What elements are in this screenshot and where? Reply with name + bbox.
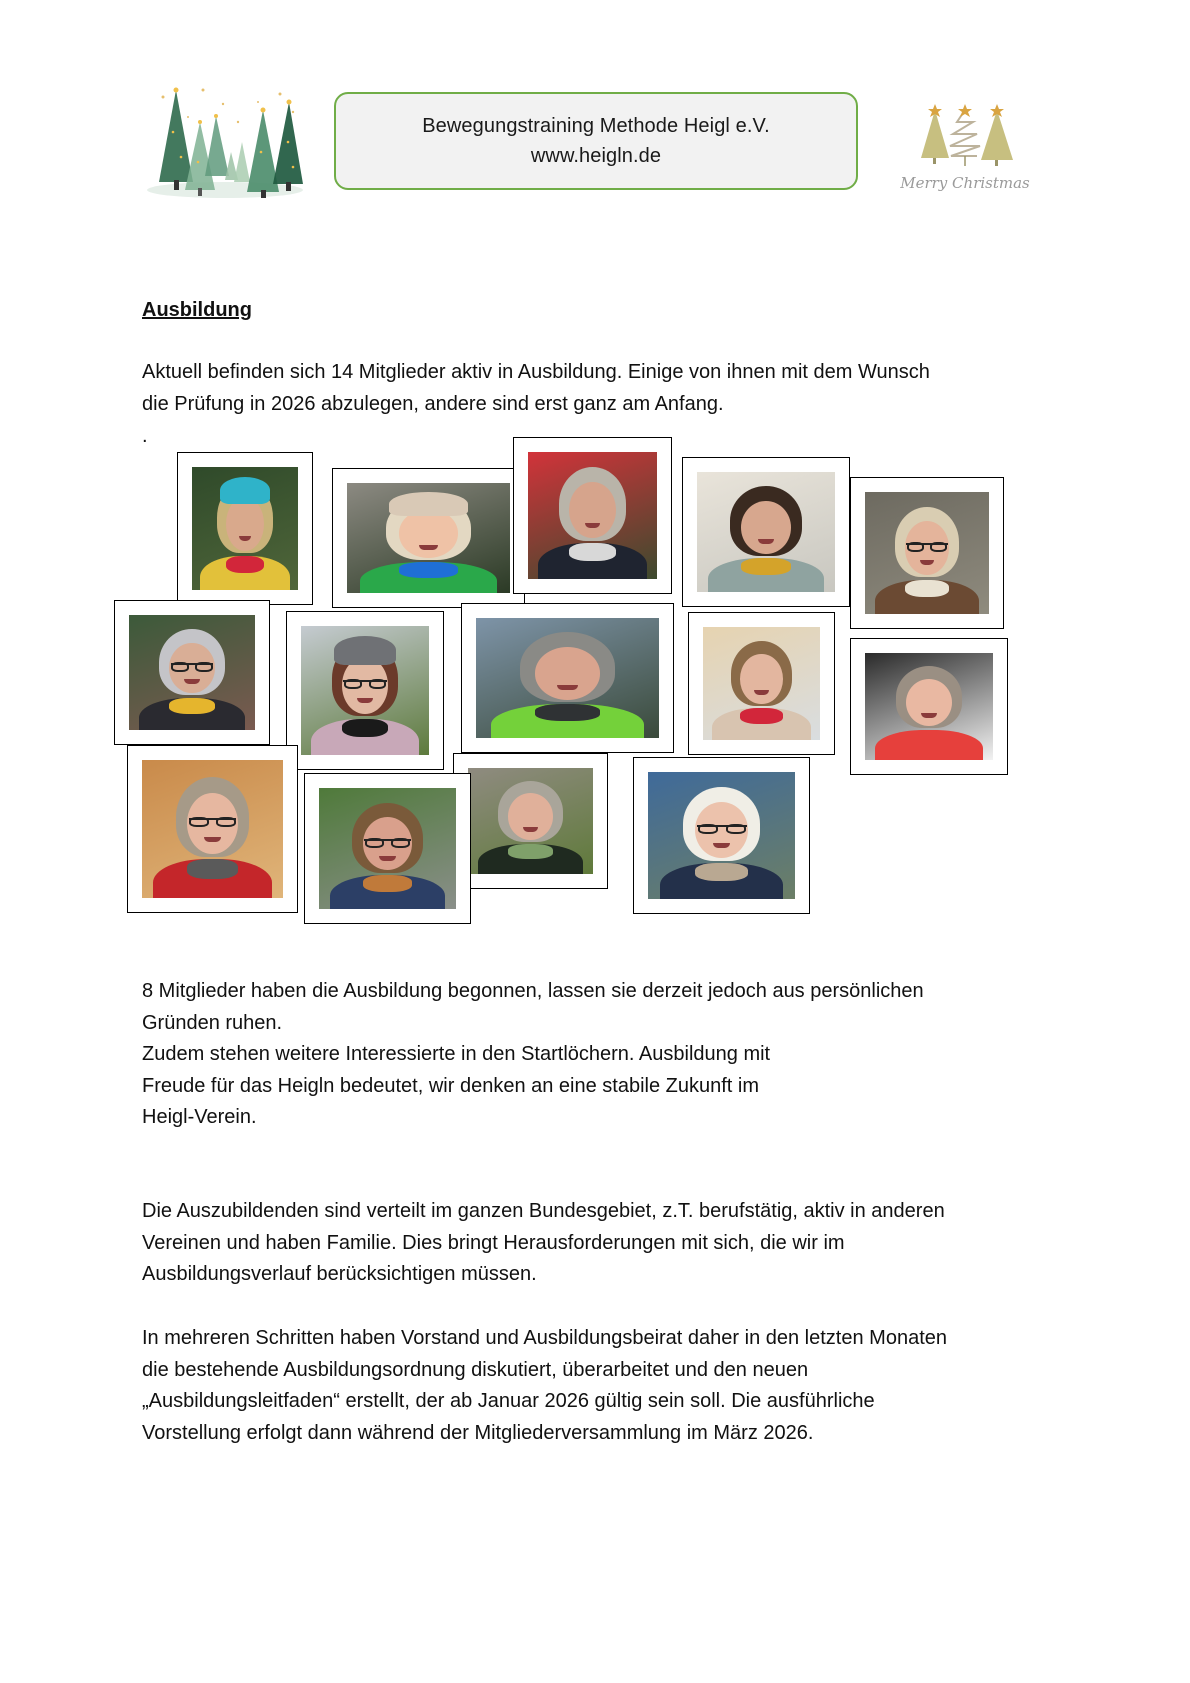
photo-glasses [906,543,948,545]
photo-frame-member-photo-2 [332,468,525,608]
photo-scarf [187,859,238,878]
christmas-trees-logo [143,72,308,202]
member-photo-5 [865,492,989,614]
member-photo-1 [192,467,298,590]
merry-christmas-caption: Merry Christmas [900,174,1030,192]
photo-frame-member-photo-1 [177,452,313,605]
photo-face [226,497,264,551]
photo-face [906,679,952,726]
photo-frame-member-photo-7 [286,611,444,770]
photo-glasses [364,839,411,841]
photo-frame-member-photo-5 [850,477,1004,629]
merry-christmas-logo [895,100,1035,200]
photo-hat [389,492,467,516]
member-photo-8 [476,618,659,738]
photo-hat [220,477,271,504]
photo-frame-member-photo-9 [688,612,835,755]
photo-scarf [226,556,264,573]
member-photo-7 [301,626,429,755]
merry-christmas-trees-icon [895,100,1035,200]
photo-frame-member-photo-8 [461,603,674,753]
photo-glasses [697,825,747,827]
member-photo-12 [319,788,456,909]
photo-glasses [343,680,387,682]
photo-scarf [399,562,458,577]
photo-face [508,793,553,840]
member-photo-9 [703,627,820,740]
photo-scarf [906,730,952,745]
member-photo-13 [468,768,593,874]
photo-frame-member-photo-11 [127,745,298,913]
photo-smile [419,545,439,550]
photo-frame-member-photo-10 [850,638,1008,775]
photo-scarf [535,704,601,721]
photo-frame-member-photo-13 [453,753,608,889]
photo-frame-member-photo-14 [633,757,810,914]
member-photo-2 [347,483,510,593]
photo-scarf [741,558,791,575]
intro-paragraph: Aktuell befinden sich 14 Mitglieder aktiv in Ausbildung. Einige von ihnen mit dem Wunsch die Prüfung in 2026 abzulegen, andere sind erst ganz am Anfang. [142,361,930,415]
photo-hat [334,636,395,664]
watercolor-christmas-trees-icon [143,72,308,202]
member-photo-3 [528,452,657,579]
association-title-box [334,92,858,190]
photo-face [535,647,601,700]
photo-frame-member-photo-3 [513,437,672,594]
photo-scarf [740,708,782,724]
photo-frame-member-photo-6 [114,600,270,745]
training-guideline-paragraph: In mehreren Schritten haben Vorstand und Ausbildungsbeirat daher in den letzten Monaten die bestehende Ausbildungsordnung diskutiert, überarbeitet und den neuen „Ausbildungsleitfaden“ erstellt, der ab Januar 2026 gültig sein soll. Die ausführliche Vorstellung erfolgt dann während der Mitgliederversammlung im März 2026. [142,1327,947,1444]
photo-frame-member-photo-4 [682,457,850,607]
photo-glasses [189,818,237,820]
association-name: Bewegungstraining Methode Heigl e.V. [422,115,770,137]
member-photo-14 [648,772,795,899]
photo-face [569,482,615,538]
photo-scarf [695,863,748,881]
paused-members-paragraph: 8 Mitglieder haben die Ausbildung begonnen, lassen sie derzeit jedoch aus persönlichen Gründen ruhen. Zudem stehen weitere Interessierte in den Startlöchern. Ausbildung mit Freude für das Heigln bedeutet, wir denken an eine stabile Zukunft im Heigl-Verein. [142,980,924,1128]
photo-smile [921,713,936,718]
photo-scarf [342,719,388,737]
photo-face [399,509,458,557]
photo-scarf [363,875,412,892]
section-heading: Ausbildung [142,299,252,321]
photo-face [740,654,782,704]
member-photo-11 [142,760,283,898]
member-photo-4 [697,472,835,592]
photo-face [741,501,791,554]
member-photo-6 [129,615,255,730]
bullet-dot: . [142,425,148,447]
photo-frame-member-photo-12 [304,773,471,924]
photo-smile [557,685,579,690]
photo-smile [379,856,395,861]
website-link[interactable]: www.heigln.de [530,145,662,167]
photo-scarf [569,543,615,561]
trainees-distribution-paragraph: Die Auszubildenden sind verteilt im ganzen Bundesgebiet, z.T. berufstätig, aktiv in anderen Vereinen und haben Familie. Dies bringt Herausforderungen mit sich, die wir im Ausbildungsverlauf berücksichtigen müssen. [142,1200,945,1285]
photo-scarf [508,844,553,859]
photo-glasses [171,663,214,665]
photo-scarf [169,698,214,714]
member-photo-10 [865,653,993,760]
photo-scarf [905,580,950,597]
